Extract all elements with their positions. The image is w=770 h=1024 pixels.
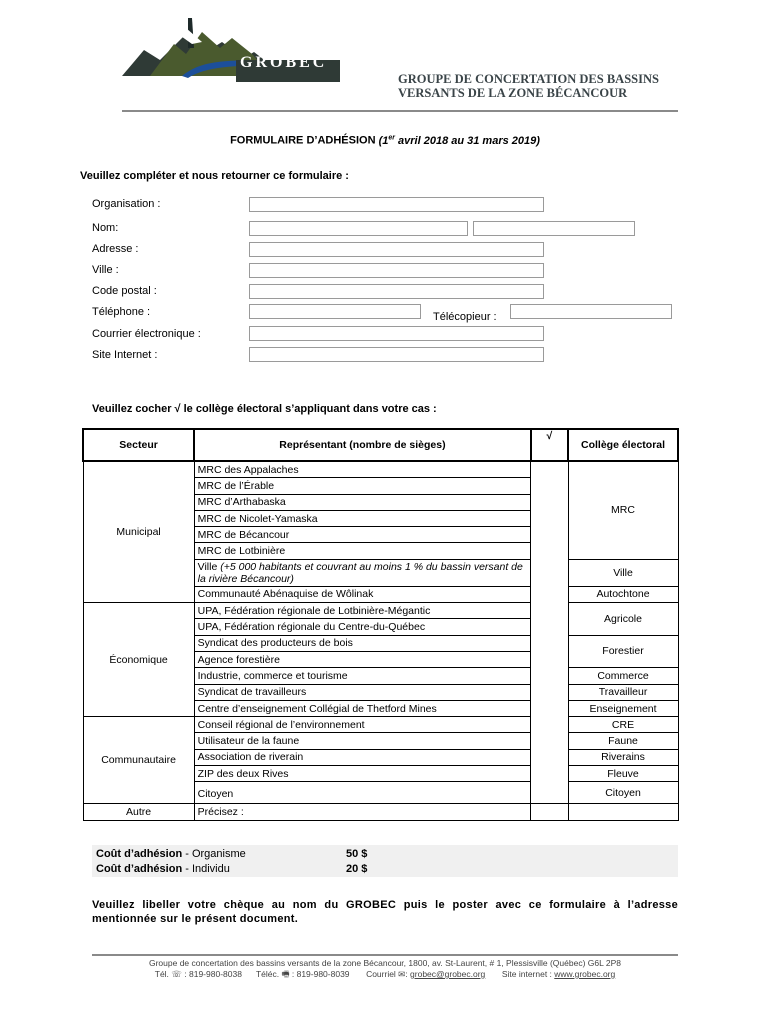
college-commerce: Commerce bbox=[568, 668, 678, 684]
form-title-ordinal: er bbox=[388, 134, 395, 141]
rep-cell: Citoyen bbox=[194, 782, 531, 804]
check-cell[interactable] bbox=[531, 478, 568, 494]
courriel-input[interactable] bbox=[249, 326, 544, 341]
check-cell[interactable] bbox=[531, 461, 568, 478]
cost-label: Coût d’adhésion bbox=[96, 863, 183, 875]
college-agricole: Agricole bbox=[568, 603, 678, 636]
intro-instruction: Veuillez compléter et nous retourner ce formulaire : bbox=[80, 170, 349, 182]
check-cell[interactable] bbox=[531, 543, 568, 559]
check-cell[interactable] bbox=[531, 651, 568, 667]
footer-address: Groupe de concertation des bassins versants de la zone Bécancour, 1800, av. St-Laurent, # 1, Plessisville (Québec) G6L 2P8 bbox=[148, 958, 622, 968]
rep-cell: Industrie, commerce et tourisme bbox=[194, 668, 531, 684]
college-ville: Ville bbox=[568, 559, 678, 586]
form-title-main: FORMULAIRE D’ADHÉSION bbox=[230, 134, 379, 147]
check-cell[interactable] bbox=[531, 749, 568, 765]
check-cell[interactable] bbox=[531, 804, 568, 820]
header-representant: Représentant (nombre de sièges) bbox=[194, 429, 531, 461]
rep-cell: Syndicat de travailleurs bbox=[194, 684, 531, 700]
college-mrc: MRC bbox=[568, 461, 678, 559]
rep-cell: MRC des Appalaches bbox=[194, 461, 531, 478]
nom-label: Nom: bbox=[92, 222, 119, 234]
rep-cell: MRC de l’Érable bbox=[194, 478, 531, 494]
telecopieur-label: Télécopieur : bbox=[433, 311, 497, 323]
college-forestier: Forestier bbox=[568, 635, 678, 668]
first-name-input[interactable] bbox=[249, 221, 468, 236]
rep-cell: Association de riverain bbox=[194, 749, 531, 765]
check-cell[interactable] bbox=[531, 494, 568, 510]
last-name-input[interactable] bbox=[473, 221, 635, 236]
check-cell[interactable] bbox=[531, 635, 568, 651]
footer-divider bbox=[92, 954, 678, 956]
cost-individu bbox=[96, 863, 230, 875]
rep-cell: MRC d’Arthabaska bbox=[194, 494, 531, 510]
college-table bbox=[82, 428, 679, 821]
header-check: √ bbox=[531, 429, 568, 461]
check-cell[interactable] bbox=[531, 766, 568, 782]
table-row bbox=[83, 717, 678, 733]
college-cre: CRE bbox=[568, 717, 678, 733]
table-row bbox=[83, 461, 678, 478]
college-enseignement: Enseignement bbox=[568, 700, 678, 716]
college-instruction: Veuillez cocher √ le collège électoral s’appliquant dans votre cas : bbox=[92, 403, 437, 415]
adresse-label: Adresse : bbox=[92, 243, 139, 255]
rep-cell: UPA, Fédération régionale du Centre-du-Québec bbox=[194, 619, 531, 635]
ville-label: Ville : bbox=[92, 264, 119, 276]
cost-organisme-value: 50 $ bbox=[346, 848, 368, 860]
cost-individu-label: - Individu bbox=[182, 863, 230, 875]
check-cell[interactable] bbox=[531, 717, 568, 733]
college-citoyen: Citoyen bbox=[568, 782, 678, 804]
rep-ville-note: (+5 000 habitants et couvrant au moins 1 % du bassin versant de la rivière Bécancour) bbox=[197, 560, 523, 585]
check-cell[interactable] bbox=[531, 510, 568, 526]
header-divider bbox=[122, 110, 678, 112]
rep-cell: Syndicat des producteurs de bois bbox=[194, 635, 531, 651]
college-riverains: Riverains bbox=[568, 749, 678, 765]
organization-name-line2: VERSANTS DE LA ZONE BÉCANCOUR bbox=[398, 86, 628, 100]
cost-organisme-label: - Organisme bbox=[182, 848, 246, 860]
header-secteur: Secteur bbox=[83, 429, 194, 461]
rep-cell: Centre d’enseignement Collégial de Thetford Mines bbox=[194, 700, 531, 716]
cost-label: Coût d’adhésion bbox=[96, 848, 183, 860]
cost-organisme bbox=[96, 848, 246, 860]
form-title-period-end: avril 2018 au 31 mars 2019) bbox=[394, 134, 540, 147]
check-cell[interactable] bbox=[531, 619, 568, 635]
telephone-label: Téléphone : bbox=[92, 306, 151, 318]
organisation-input[interactable] bbox=[249, 197, 544, 212]
logo-wordmark: GROBEC bbox=[240, 54, 328, 71]
check-cell[interactable] bbox=[531, 603, 568, 619]
sector-communautaire: Communautaire bbox=[83, 717, 194, 804]
telecopieur-input[interactable] bbox=[510, 304, 672, 319]
check-cell[interactable] bbox=[531, 586, 568, 602]
rep-cell: ZIP des deux Rives bbox=[194, 766, 531, 782]
check-cell[interactable] bbox=[531, 668, 568, 684]
code-postal-input[interactable] bbox=[249, 284, 544, 299]
college-travailleur: Travailleur bbox=[568, 684, 678, 700]
rep-cell: Conseil régional de l’environnement bbox=[194, 717, 531, 733]
organization-name-line1: GROUPE DE CONCERTATION DES BASSINS bbox=[398, 72, 659, 86]
site-internet-label: Site Internet : bbox=[92, 349, 158, 361]
footer-site-label: Site internet : bbox=[501, 969, 555, 979]
site-internet-input[interactable] bbox=[249, 347, 544, 362]
courriel-label: Courrier électronique : bbox=[92, 328, 201, 340]
form-title bbox=[0, 134, 770, 147]
cost-individu-value: 20 $ bbox=[346, 863, 368, 875]
organisation-label: Organisation : bbox=[92, 198, 161, 210]
footer-phone: Tél. ☏ : 819-980-8038 bbox=[154, 969, 242, 979]
form-title-period-start: (1 bbox=[378, 134, 389, 147]
check-cell[interactable] bbox=[531, 782, 568, 804]
rep-cell: Précisez : bbox=[194, 804, 531, 820]
organization-name bbox=[398, 72, 659, 100]
rep-cell: Utilisateur de la faune bbox=[194, 733, 531, 749]
rep-cell: Agence forestière bbox=[194, 651, 531, 667]
check-cell[interactable] bbox=[531, 700, 568, 716]
check-cell[interactable] bbox=[531, 527, 568, 543]
sector-economique: Économique bbox=[83, 603, 194, 717]
check-cell[interactable] bbox=[531, 559, 568, 586]
adresse-input[interactable] bbox=[249, 242, 544, 257]
college-faune: Faune bbox=[568, 733, 678, 749]
ville-input[interactable] bbox=[249, 263, 544, 278]
sector-municipal: Municipal bbox=[83, 461, 194, 603]
college-autre-cell[interactable] bbox=[568, 804, 678, 820]
code-postal-label: Code postal : bbox=[92, 285, 157, 297]
footer-fax: Téléc. 🖷 : 819-980-8039 bbox=[255, 969, 350, 979]
footer-contacts bbox=[0, 969, 770, 983]
footer-email-link[interactable]: grobec@grobec.org bbox=[410, 969, 486, 979]
table-row bbox=[83, 603, 678, 619]
check-cell[interactable] bbox=[531, 684, 568, 700]
college-autochtone: Autochtone bbox=[568, 586, 678, 602]
table-row bbox=[83, 804, 678, 820]
rep-cell: Communauté Abénaquise de Wôlinak bbox=[194, 586, 531, 602]
rep-cell: UPA, Fédération régionale de Lotbinière-Mégantic bbox=[194, 603, 531, 619]
rep-cell-ville bbox=[194, 559, 531, 586]
sector-autre: Autre bbox=[83, 804, 194, 820]
college-fleuve: Fleuve bbox=[568, 766, 678, 782]
membership-cost bbox=[92, 845, 678, 877]
header-college: Collège électoral bbox=[568, 429, 678, 461]
rep-cell: MRC de Bécancour bbox=[194, 527, 531, 543]
rep-cell: MRC de Lotbinière bbox=[194, 543, 531, 559]
table-header-row bbox=[83, 429, 678, 461]
check-cell[interactable] bbox=[531, 733, 568, 749]
rep-cell: MRC de Nicolet-Yamaska bbox=[194, 510, 531, 526]
telephone-input[interactable] bbox=[249, 304, 421, 319]
rep-ville-label: Ville bbox=[197, 560, 221, 573]
closing-instruction: Veuillez libeller votre chèque au nom du GROBEC puis le poster avec ce formulaire à l’adresse mentionnée sur le présent document. bbox=[92, 899, 678, 925]
footer-site-link[interactable]: www.grobec.org bbox=[554, 969, 616, 979]
footer-email-label: Courriel ✉: bbox=[366, 969, 411, 979]
